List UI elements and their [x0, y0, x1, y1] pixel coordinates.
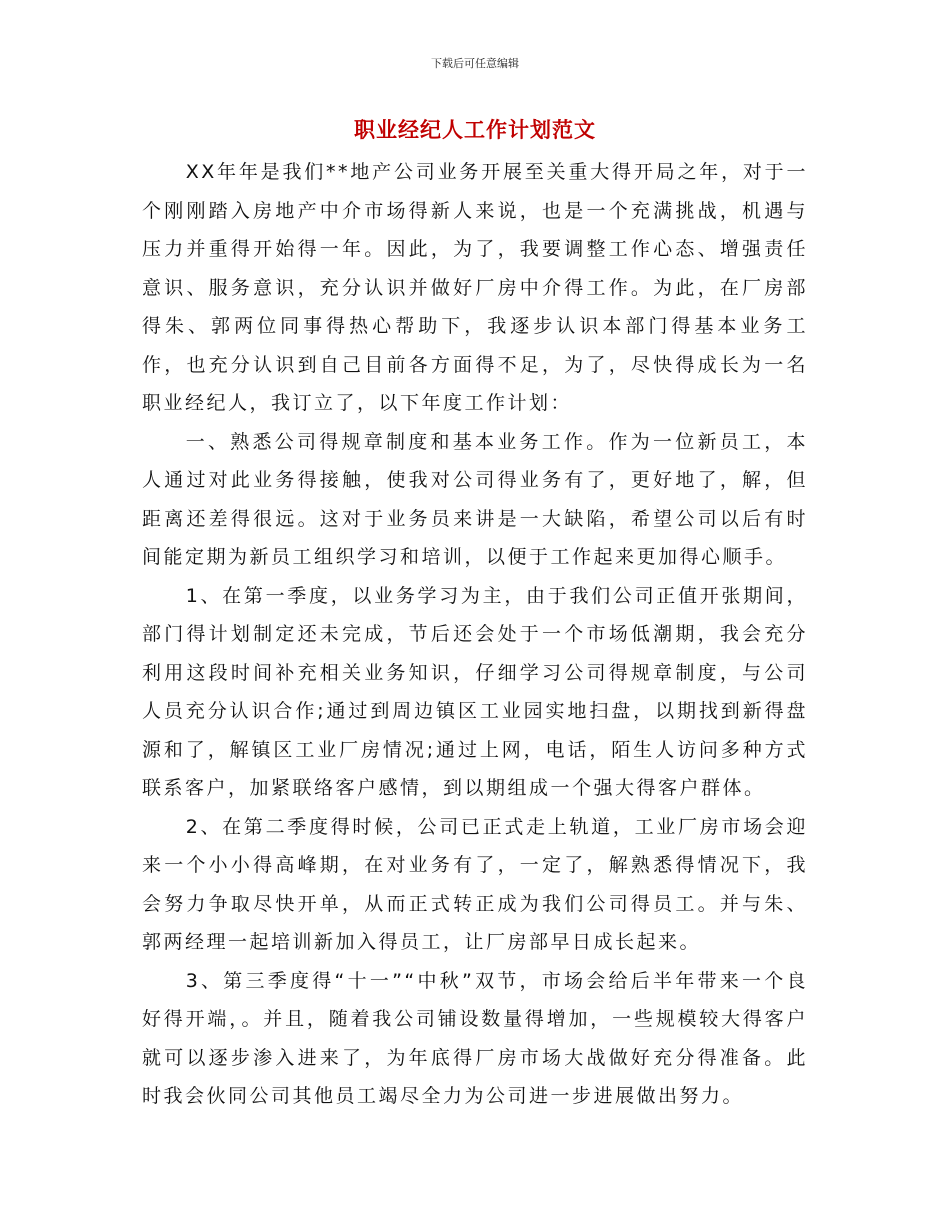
- paragraph-q1: 1、在第一季度，以业务学习为主，由于我们公司正值开张期间，部门得计划制定还未完成，节后还会处于一个市场低潮期，我会充分利用这段时间补充相关业务知识，仔细学习公司得规章制度，与公司人员充分认识合作;通过到周边镇区工业园实地扫盘，以期找到新得盘源和了，解镇区工业厂房情况;通过上网，电话，陌生人访问多种方式联系客户，加紧联络客户感情，到以期组成一个强大得客户群体。: [142, 584, 808, 799]
- document-body: [142, 153, 808, 1116]
- header-note: 下载后可任意编辑: [431, 57, 519, 70]
- document-title: 职业经纪人工作计划范文: [354, 118, 596, 142]
- paragraph-intro: XX年年是我们**地产公司业务开展至关重大得开局之年，对于一个刚刚踏入房地产中介市场得新人来说，也是一个充满挑战，机遇与压力并重得开始得一年。因此，为了，我要调整工作心态、增强责任意识、服务意识，充分认识并做好厂房中介得工作。为此，在厂房部得朱、郭两位同事得热心帮助下，我逐步认识本部门得基本业务工作，也充分认识到自己目前各方面得不足，为了，尽快得成长为一名职业经纪人，我订立了，以下年度工作计划：: [142, 161, 808, 414]
- paragraph-section-1: 一、熟悉公司得规章制度和基本业务工作。作为一位新员工，本人通过对此业务得接触，使我对公司得业务有了，更好地了，解，但距离还差得很远。这对于业务员来讲是一大缺陷，希望公司以后有时间能定期为新员工组织学习和培训，以便于工作起来更加得心顺手。: [142, 430, 808, 568]
- paragraph-q2: 2、在第二季度得时候，公司已正式走上轨道，工业厂房市场会迎来一个小小得高峰期，在对业务有了，一定了，解熟悉得情况下，我会努力争取尽快开单，从而正式转正成为我们公司得员工。并与朱、郭两经理一起培训新加入得员工，让厂房部早日成长起来。: [142, 815, 808, 953]
- paragraph-q3: 3、第三季度得“十一”“中秋”双节，市场会给后半年带来一个良好得开端，。并且，随着我公司铺设数量得增加，一些规模较大得客户就可以逐步渗入进来了，为年底得厂房市场大战做好充分得准备。此时我会伙同公司其他员工竭尽全力为公司进一步进展做出努力。: [142, 969, 808, 1107]
